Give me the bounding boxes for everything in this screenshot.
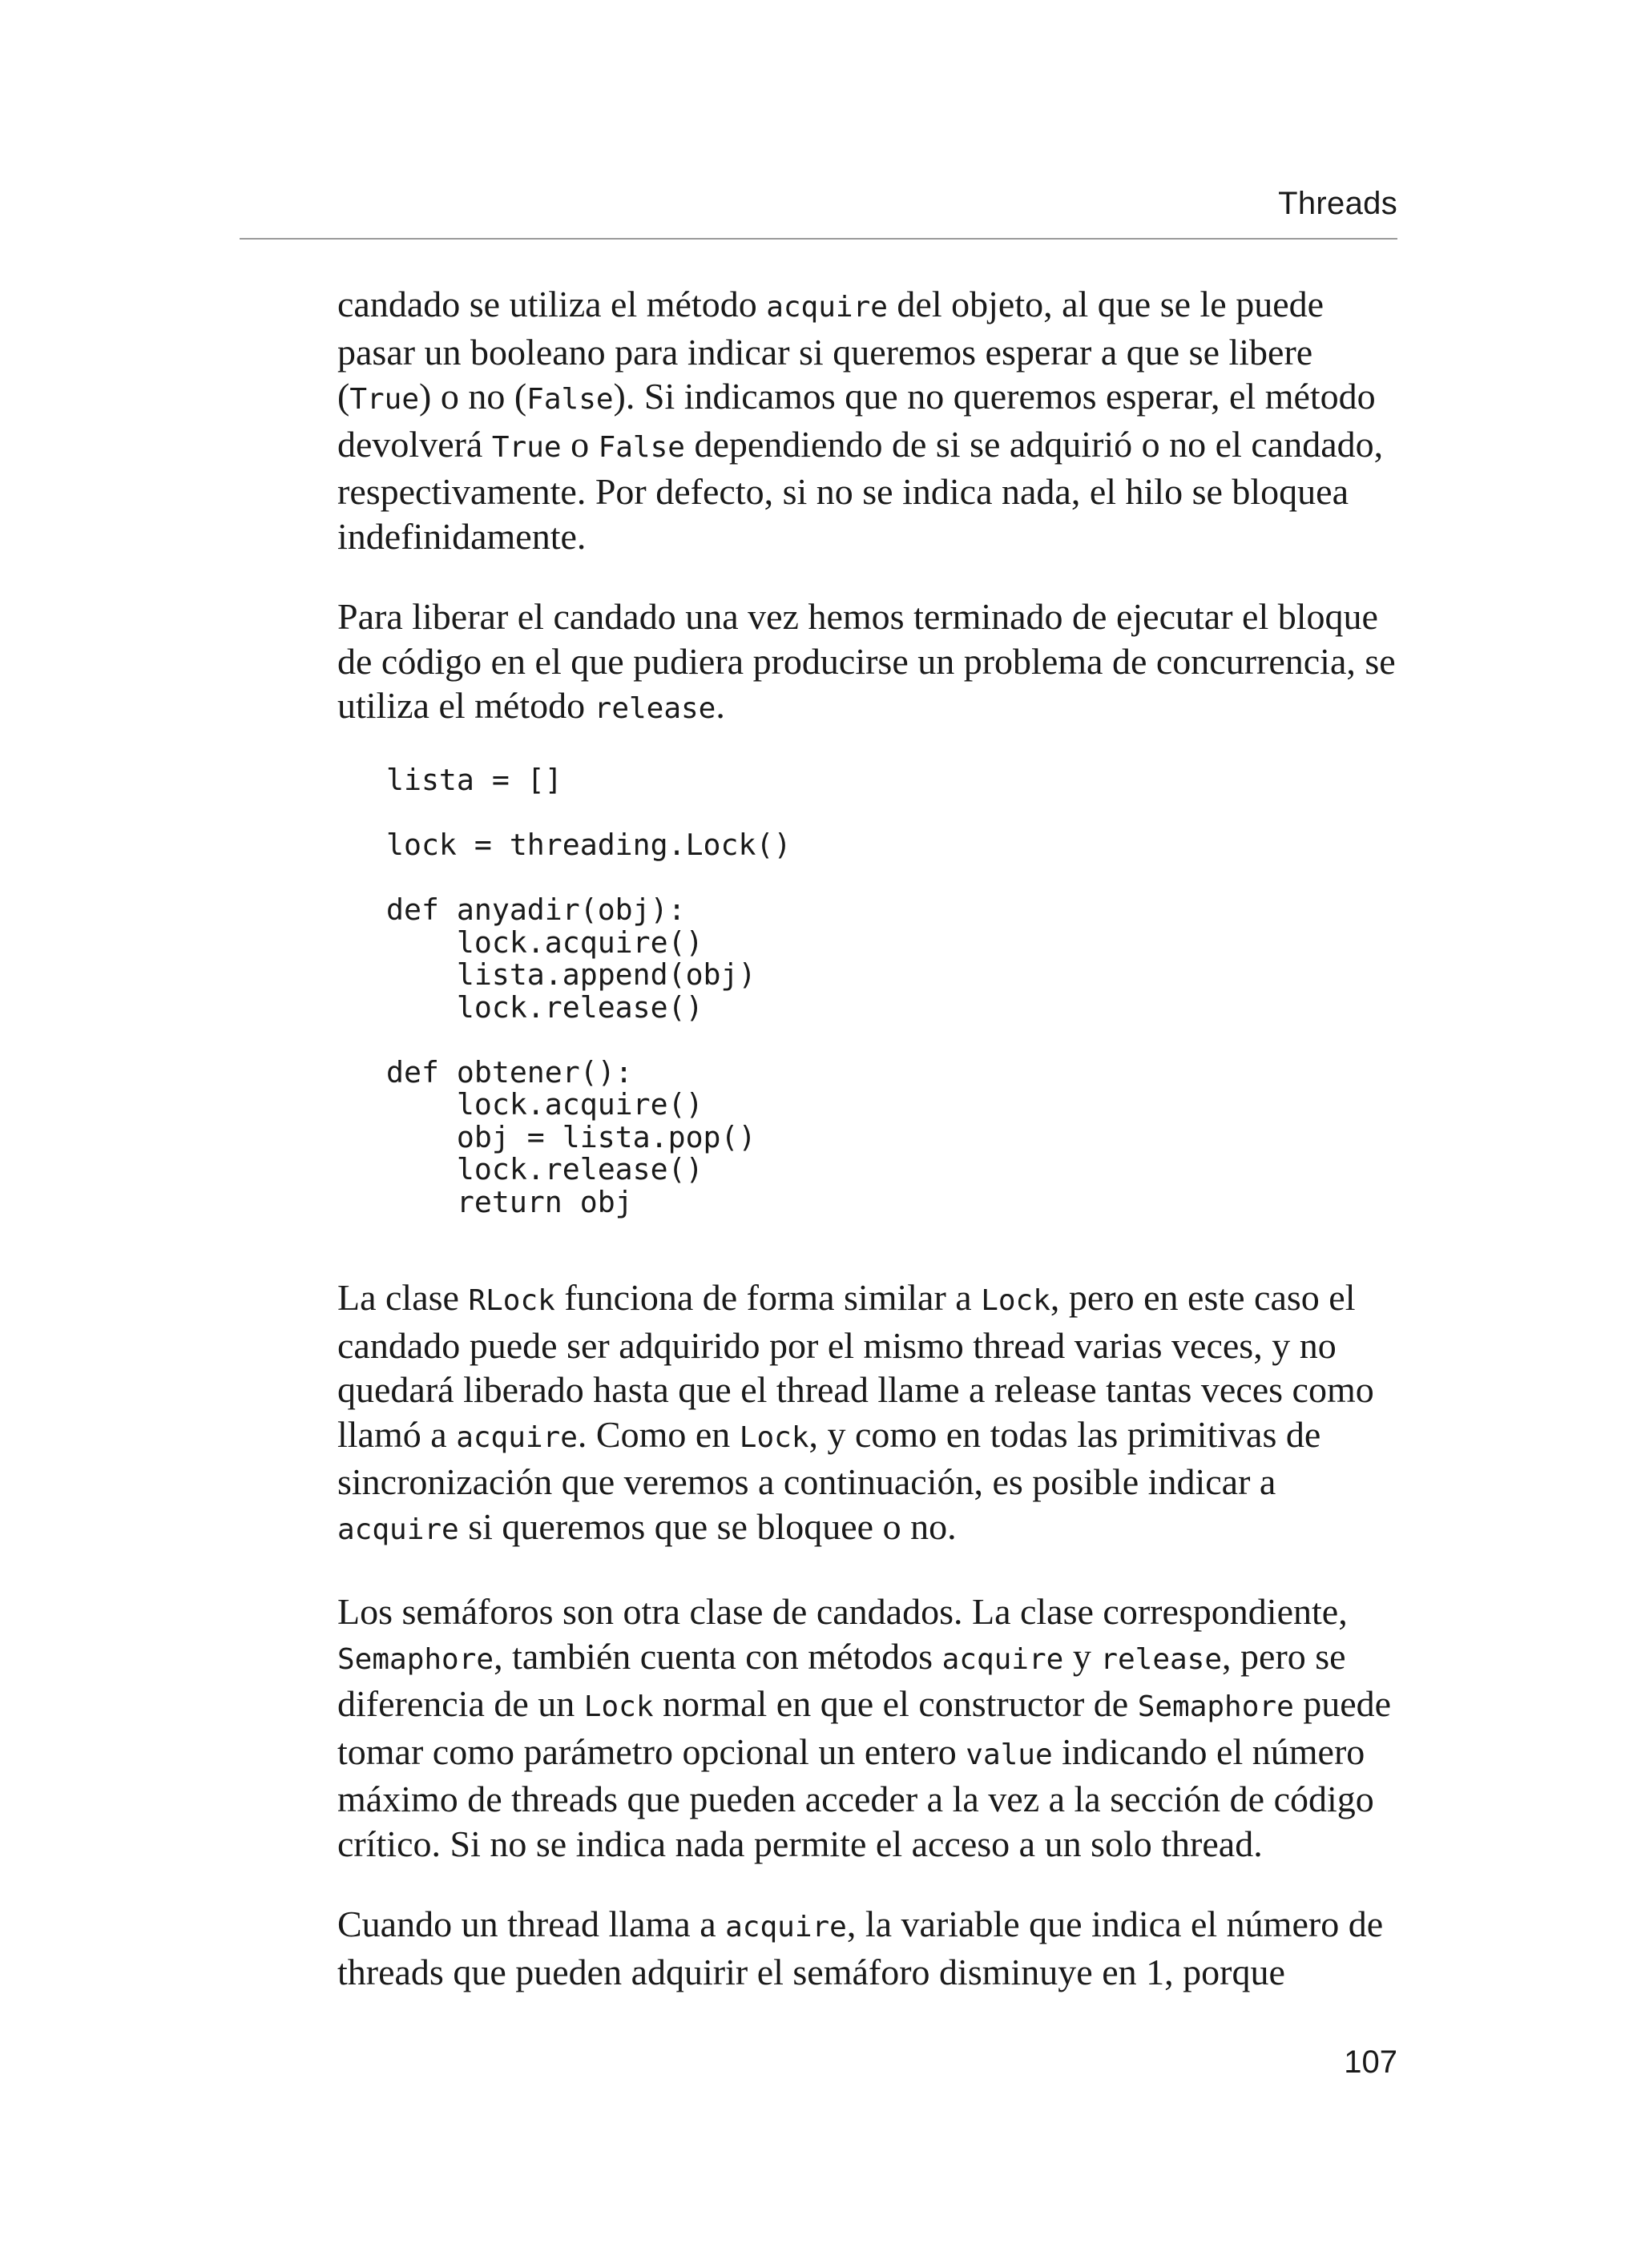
text-run: , pero se diferencia de un — [337, 1635, 1346, 1724]
inline-code: False — [526, 383, 614, 416]
inline-code: release — [594, 692, 716, 725]
inline-code: release — [1100, 1642, 1223, 1676]
text-run: funciona de forma similar a — [554, 1277, 982, 1318]
inline-code: acquire — [456, 1420, 578, 1454]
text-run: candado se utiliza el método — [337, 284, 767, 324]
text-run: . Como en — [577, 1413, 740, 1455]
text-run: Los semáforos son otra clase de candados. La clase correspondiente, — [337, 1591, 1348, 1632]
inline-code: Semaphore — [337, 1642, 494, 1676]
paragraph-lock-release — [337, 594, 1399, 731]
text-run: normal en que el constructor de — [653, 1683, 1138, 1724]
text-run: La clase — [337, 1277, 469, 1318]
inline-code: Lock — [981, 1284, 1050, 1317]
text-run: ) o no ( — [419, 376, 527, 417]
text-run: , la variable que indica el número de threads que pueden adquirir el semáforo disminuye en 1, porque — [337, 1903, 1384, 1992]
inline-code: True — [349, 383, 420, 416]
inline-code: False — [598, 430, 685, 464]
text-run: , pero en este caso el candado puede ser adquirido por el mismo thread varias veces, y no quedará liberado hasta que el thread llame a release tantas veces como llamó a — [337, 1277, 1374, 1455]
paragraph-lock-acquire — [337, 282, 1399, 558]
text-run: dependiendo de si se adquirió o no el candado, respectivamente. Por defecto, si no se indica nada, el hilo se bloquea indefinidamente. — [337, 423, 1384, 557]
header-rule — [240, 238, 1397, 240]
text-run: indicando el número máximo de threads que pueden acceder a la vez a la sección de código crítico. Si no se indica nada permite el acceso a un solo thread. — [337, 1730, 1374, 1864]
paragraph-rlock — [337, 1275, 1399, 1552]
text-run: si queremos que se bloquee o no. — [458, 1505, 957, 1547]
inline-code: Semaphore — [1137, 1690, 1294, 1723]
inline-code: value — [966, 1738, 1053, 1771]
running-head: Threads — [1278, 186, 1397, 221]
code-listing: lista = [] lock = threading.Lock() def anyadir(obj): lock.acquire() lista.append(obj) lock.release() def obtener(): lock.acquire() obj = lista.pop() lock.release() return obj — [386, 763, 792, 1219]
inline-code: acquire — [941, 1642, 1064, 1676]
inline-code: acquire — [725, 1911, 847, 1944]
inline-code: Lock — [583, 1690, 654, 1723]
inline-code: acquire — [337, 1513, 459, 1546]
text-run: puede tomar como parámetro opcional un entero — [337, 1683, 1392, 1772]
text-run: o — [561, 423, 599, 465]
text-run: . — [716, 685, 725, 726]
text-run: del objeto, al que se le puede pasar un booleano para indicar si queremos esperar a que se libere ( — [337, 284, 1324, 417]
inline-code: Lock — [739, 1420, 809, 1454]
text-run: , y como en todas las primitivas de sincronización que veremos a continuación, es posible indicar a — [337, 1413, 1321, 1502]
text-run: Cuando un thread llama a — [337, 1903, 726, 1944]
inline-code: True — [491, 430, 562, 464]
inline-code: acquire — [766, 291, 888, 324]
paragraph-semaphore-acquire — [337, 1902, 1399, 1994]
text-run: ). Si indicamos que no queremos esperar, el método devolverá — [337, 376, 1376, 465]
text-run: , también cuenta con métodos — [494, 1635, 942, 1677]
inline-code: RLock — [468, 1284, 555, 1317]
text-run: y — [1063, 1635, 1101, 1677]
page-number: 107 — [1344, 2044, 1397, 2080]
text-run: Para liberar el candado una vez hemos terminado de ejecutar el bloque de código en el que pudiera producirse un problema de concurrencia, se utiliza el método — [337, 596, 1396, 726]
paragraph-semaphore — [337, 1589, 1399, 1866]
